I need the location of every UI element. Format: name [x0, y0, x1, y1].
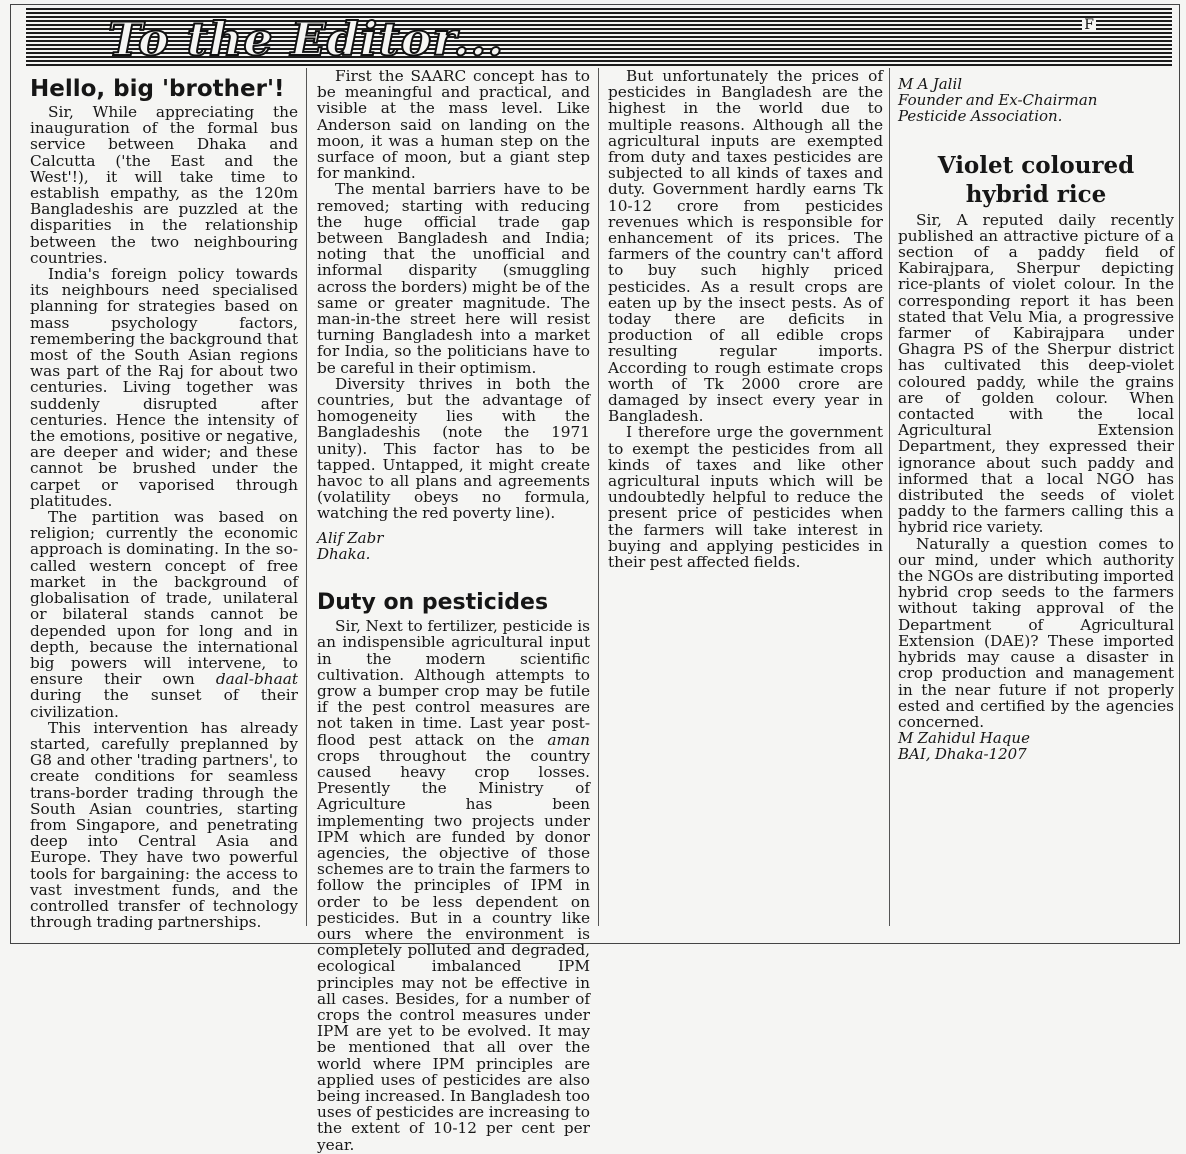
- letter-paragraph: This intervention has already started, carefully preplanned by G8 and other 'trading partners', to create conditions for seamless trans-border trading through the South Asian countries, starting from Singapore, and penetrating deep into Central Asia and Europe. They have two powerful tools for bargaining: the access to vast investment funds, and the controlled transfer of technology through trading partnerships.: [30, 718, 298, 932]
- letter-signature-name: M A Jalil: [898, 75, 963, 93]
- column-2: [317, 67, 590, 1154]
- letter-paragraph: Diversity thrives in both the countries, but the advantage of homogeneity lies with the Bangladeshis (note the 1971 unity). This factor has to be tapped. Untapped, it might create havoc to all plans and agreements (volatility obeys no formula, watching the red poverty line).: [317, 374, 590, 523]
- letter-paragraph: The mental barriers have to be removed; starting with reducing the huge official trade gap between Bangladesh and India; noting that the unofficial and informal disparity (smuggling across the borders) might be of the same or greater magnitude. The man-in-the street here will resist turning Bangladesh into a market for India, so the politicians have to be careful in their optimism.: [317, 180, 590, 377]
- letter-paragraph: Naturally a question comes to our mind, under which authority the NGOs are distributing imported hybrid crop seeds to the farmers without taking approval of the Department of Agricultural Extension (DAE)? These imported hybrids may cause a disaster in crop production and management in the near future if not properly ested and certified by the agencies concerned.: [898, 534, 1174, 731]
- letter-signature-title: Pesticide Association.: [898, 107, 1063, 126]
- column-4: [898, 68, 1174, 934]
- banner-mark: F: [1084, 17, 1094, 33]
- column-divider: [889, 68, 890, 926]
- letter-paragraph: [317, 618, 590, 1153]
- letter-paragraph: First the SAARC concept has to be meaningful and practical, and visible at the mass level. Like Anderson said on landing on the moon, it was a human step on the surface of moon, but a giant step for mankind.: [317, 67, 590, 183]
- letter-paragraph: But unfortunately the prices of pesticides in Bangladesh are the highest in the world due to multiple reasons. Although all the agricultural inputs are exempted from duty and taxes pesticides are subjected to all kinds of taxes and duty. Government hardly earns Tk 10-12 crore from pesticides revenues which is responsible for enhancement of its prices. The farmers of the country can't afford to buy such highly priced pesticides. As a result crops are eaten up by the insect pests. As of today there are deficits in production of all edible crops resulting regular imports. According to rough estimate crops worth of Tk 2000 crore are damaged by insect every year in Bangladesh.: [608, 67, 883, 426]
- section-banner: [26, 8, 1172, 66]
- letter-headline-hello-big-brother: Hello, big 'brother'!: [30, 76, 285, 102]
- letter-paragraph: India's foreign policy towards its neighbours need specialised planning for strategies based on mass psychology factors, remembering the background that most of the South Asian regions was part of the Raj for about two centuries. Living together was suddenly disrupted after centuries. Hence the intensity of the emotions, positive or negative, are deeper and wider; and these cannot be brushed under the carpet or vaporised through platitudes.: [30, 265, 298, 510]
- letter-headline-violet-coloured-hybrid-rice: Violet coloured hybrid rice: [937, 151, 1135, 208]
- column-3: [608, 68, 883, 934]
- letter-signature-name: Alif Zabr: [317, 528, 384, 547]
- letter-signature-place: BAI, Dhaka-1207: [898, 745, 1027, 764]
- letter-paragraph: Sir, A reputed daily recently published an attractive picture of a section of a paddy field of Kabirajpara, Sherpur depicting rice-plants of violet colour. In the corresponding report it has been stated that Velu Mia, a progressive farmer of Kabirajpara under Ghagra PS of the Sherpur district has cultivated this deep-violet coloured paddy, while the grains are of golden colour. When contacted with the local Agricultural Extension Department, they expressed their ignorance about such paddy and informed that a local NGO has distributed the seeds of violet paddy to the farmers calling this a hybrid rice variety.: [898, 210, 1174, 537]
- letter-signature-name: M Zahidul Haque: [898, 729, 1030, 748]
- letter-paragraph: Sir, While appreciating the inauguration of the formal bus service between Dhaka and Calcutta ('the East and the West'!), it will take time to establish empathy, as the 120m Bangladeshis are puzzled at the disparities in the relationship between the two neighbouring countries.: [30, 103, 298, 267]
- paragraph-text: Sir, Next to fertilizer, pesticide is an indispensible agricultural input in the modern scientific cultivation. Although attempts to grow a bumper crop may be futile if the pest control measures are not taken in time. Last year post-flood pest attack on the: [317, 617, 590, 749]
- letter-signature-place: Dhaka.: [317, 544, 371, 563]
- italic-term: aman: [547, 730, 590, 749]
- paragraph-text: during the sunset of their civilization.: [30, 686, 298, 721]
- letter-headline-duty-on-pesticides: Duty on pesticides: [317, 590, 549, 616]
- letter-signature-title: Founder and Ex-Chairman: [898, 91, 1098, 110]
- paragraph-text: crops throughout the country caused heavy crop losses. Presently the Ministry of Agriculture has been implementing two projects under IPM which are funded by donor agencies, the objective of those schemes are to train the farmers to follow the principles of IPM in order to be less dependent on pesticides. But in a country like ours where the environment is completely polluted and degraded, ecological imbalanced IPM principles may not be effective in all cases. Besides, for a number of crops the control measures under IPM are yet to be evolved. It may be mentioned that all over the world where IPM principles are applied uses of pesticides are also being increased. In Bangladesh too uses of pesticides are increasing to the extent of 10-12 per cent per year.: [317, 746, 590, 1154]
- letter-paragraph: I therefore urge the government to exempt the pesticides from all kinds of taxes and like other agricultural inputs which will be undoubtedly helpful to reduce the present price of pesticides when the farmers will take interest in buying and applying pesticides in their pest affected fields.: [608, 423, 883, 572]
- paragraph-text: The partition was based on religion; currently the economic approach is dominating. In the so-called western concept of free market in the background of globalisation of trade, unilateral or bilateral stands cannot be depended upon for long and in depth, because the international big powers will intervene, to ensure their own: [30, 508, 298, 689]
- section-title: To the Editor...: [108, 12, 505, 66]
- column-divider: [306, 68, 307, 926]
- italic-term: daal-bhaat: [215, 670, 298, 689]
- letter-paragraph: [30, 509, 298, 720]
- column-1: [30, 68, 298, 934]
- column-divider: [598, 68, 599, 926]
